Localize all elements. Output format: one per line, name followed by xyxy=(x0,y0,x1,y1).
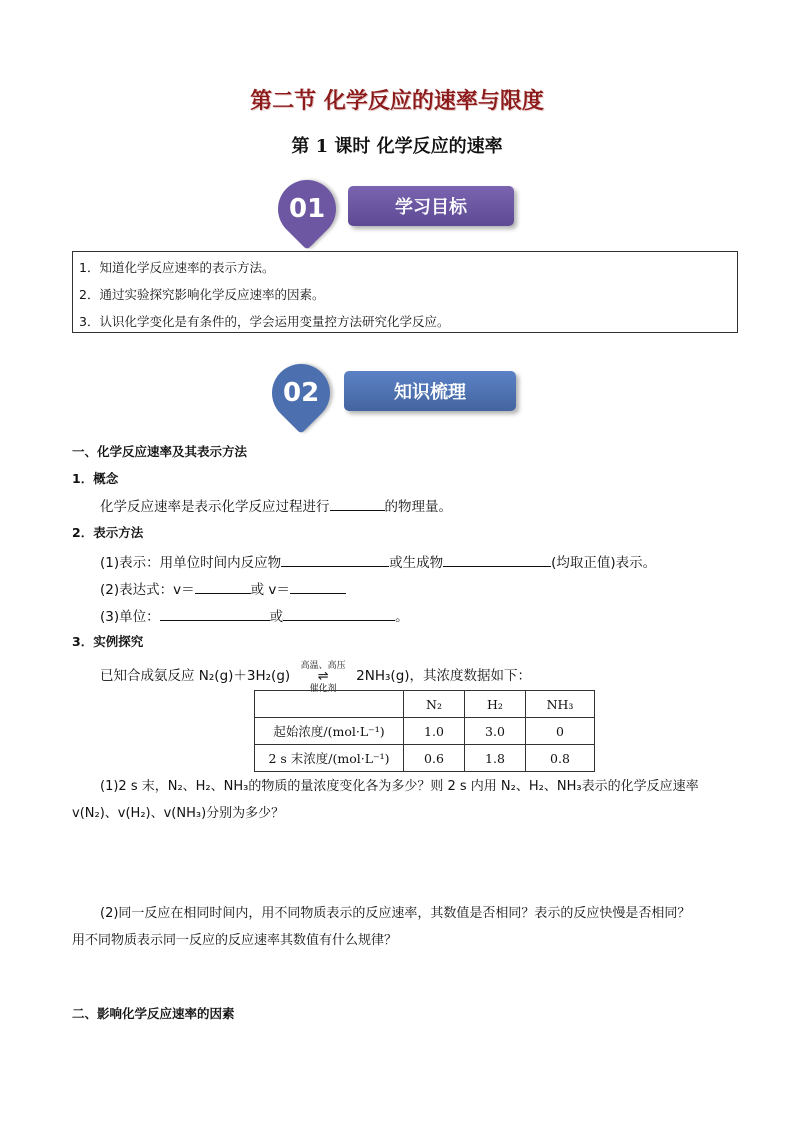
table-cell: 2 s 末浓度/(mol·L⁻¹) xyxy=(255,745,404,772)
equilibrium-arrow-icon: ⇌ xyxy=(317,669,329,684)
learning-goals-box xyxy=(72,251,738,333)
table-cell xyxy=(255,691,404,718)
expression-line-3: (3)单位： 或 。 xyxy=(100,605,409,625)
concept-line: 化学反应速率是表示化学反应过程进行 的物理量。 xyxy=(100,495,452,515)
expression-line-2: (2)表达式：v＝ 或 v＝ xyxy=(100,578,346,598)
goal-item: 3．认识化学变化是有条件的，学会运用变量控方法研究化学反应。 xyxy=(79,314,450,329)
table-cell: 0.6 xyxy=(404,745,465,772)
reaction-condition-bottom: 催化剂 xyxy=(309,684,337,694)
goal-item: 2．通过实验探究影响化学反应速率的因素。 xyxy=(79,287,325,302)
section-heading: 一、化学反应速率及其表示方法 xyxy=(72,444,248,459)
blank xyxy=(443,552,551,567)
page-title: 第二节 化学反应的速率与限度 xyxy=(250,89,544,114)
table-cell: 1.8 xyxy=(465,745,526,772)
table-cell: H₂ xyxy=(465,691,526,718)
table-row xyxy=(255,718,595,745)
expression-line-1: (1)表示：用单位时间内反应物 或生成物 (均取正值)表示。 xyxy=(100,551,656,571)
question-1-line-1: (1)2 s 末，N₂、H₂、NH₃的物质的量浓度变化各为多少？则 2 s 内用 N₂、H₂、NH₃表示的化学反应速率 xyxy=(100,779,699,794)
section-heading: 二、影响化学反应速率的因素 xyxy=(72,1006,235,1021)
badge-number-01: 01 xyxy=(266,168,348,250)
badge-number-02: 02 xyxy=(260,352,342,434)
blank xyxy=(290,579,346,594)
blank xyxy=(330,496,385,511)
blank xyxy=(283,606,395,621)
goal-item: 1．知道化学反应速率的表示方法。 xyxy=(79,260,275,275)
lesson-subtitle: 第 1 课时 化学反应的速率 xyxy=(291,136,503,157)
table-cell: NH₃ xyxy=(526,691,595,718)
blank xyxy=(195,579,251,594)
question-2-line-2: 用不同物质表示同一反应的反应速率其数值有什么规律？ xyxy=(72,933,398,948)
question-1-line-2: v(N₂)、v(H₂)、v(NH₃)分别为多少？ xyxy=(72,806,285,821)
blank xyxy=(281,552,389,567)
table-cell: 起始浓度/(mol·L⁻¹) xyxy=(255,718,404,745)
table-cell: 1.0 xyxy=(404,718,465,745)
reaction-condition-top: 高温、高压 xyxy=(300,661,346,671)
table-header-row xyxy=(255,691,595,718)
table-cell: N₂ xyxy=(404,691,465,718)
reaction-arrow xyxy=(290,661,356,694)
table-row xyxy=(255,745,595,772)
question-2-line-1: (2)同一反应在相同时间内，用不同物质表示的反应速率，其数值是否相同？表示的反应快慢是否相同？ xyxy=(100,906,691,921)
table-cell: 3.0 xyxy=(465,718,526,745)
example-reaction: 已知合成氨反应 N₂(g)＋3H₂(g) 高温、高压 ⇌ 催化剂 2NH₃(g)，其浓度数据如下： xyxy=(100,664,531,684)
concentration-table xyxy=(254,690,595,772)
subheading-concept: 1．概念 xyxy=(72,471,119,486)
table-cell: 0.8 xyxy=(526,745,595,772)
subheading-example: 3．实例探究 xyxy=(72,634,144,649)
subheading-expression: 2．表示方法 xyxy=(72,525,144,540)
badge-label-knowledge-review: 知识梳理 xyxy=(344,371,516,411)
badge-label-learning-goals: 学习目标 xyxy=(348,186,514,226)
table-cell: 0 xyxy=(526,718,595,745)
blank xyxy=(160,606,270,621)
